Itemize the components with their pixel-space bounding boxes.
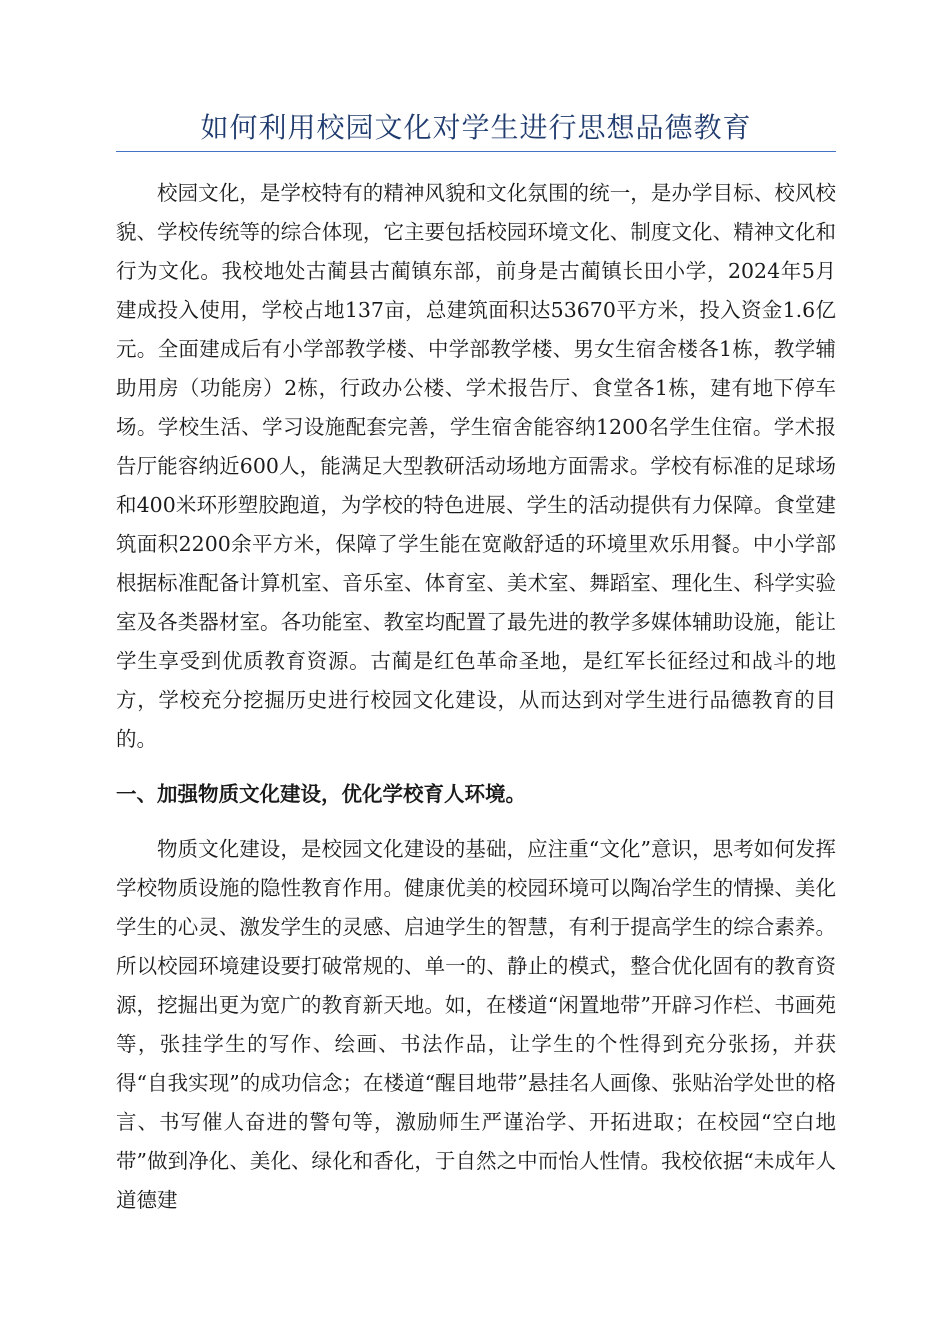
document-page — [116, 108, 836, 1220]
section-heading-1: 一、加强物质文化建设，优化学校育人环境。 — [116, 782, 526, 807]
intro-paragraph: 校园文化，是学校特有的精神风貌和文化氛围的统一，是办学目标、校风校貌、学校传统等的综合体现，它主要包括校园环境文化、制度文化、精神文化和行为文化。我校地处古蔺县古蔺镇东部，前身是古蔺镇长田小学，2024年5月建成投入使用，学校占地137亩，总建筑面积达53670平方米，投入资金1.6亿元。全面建成后有小学部教学楼、中学部教学楼、男女生宿舍楼各1栋，教学辅助用房（功能房）2栋，行政办公楼、学术报告厅、食堂各1栋，建有地下停车场。学校生活、学习设施配套完善，学生宿舍能容纳1200名学生住宿。学术报告厅能容纳近600人，能满足大型教研活动场地方面需求。学校有标准的足球场和400米环形塑胶跑道，为学校的特色进展、学生的活动提供有力保障。食堂建筑面积2200余平方米，保障了学生能在宽敞舒适的环境里欢乐用餐。中小学部根据标准配备计算机室、音乐室、体育室、美术室、舞蹈室、理化生、科学实验室及各类器材室。各功能室、教室均配置了最先进的教学多媒体辅助设施，能让学生享受到优质教育资源。古蔺是红色革命圣地，是红军长征经过和战斗的地方，学校充分挖掘历史进行校园文化建设，从而达到对学生进行品德教育的目的。 — [116, 181, 836, 752]
document-title: 如何利用校园文化对学生进行思想品德教育 — [116, 108, 836, 152]
section-1-paragraph: 物质文化建设，是校园文化建设的基础，应注重“文化”意识，思考如何发挥学校物质设施的隐性教育作用。健康优美的校园环境可以陶冶学生的情操、美化学生的心灵、激发学生的灵感、启迪学生的智慧，有利于提高学生的综合素养。所以校园环境建设要打破常规的、单一的、静止的模式，整合优化固有的教育资源，挖掘出更为宽广的教育新天地。如，在楼道“闲置地带”开辟习作栏、书画苑等，张挂学生的写作、绘画、书法作品，让学生的个性得到充分张扬，并获得“自我实现”的成功信念；在楼道“醒目地带”悬挂名人画像、张贴治学处世的格言、书写催人奋进的警句等，激励师生严谨治学、开拓进取；在校园“空白地带”做到净化、美化、绿化和香化，于自然之中而怡人性情。我校依据“未成年人道德建 — [116, 837, 836, 1213]
